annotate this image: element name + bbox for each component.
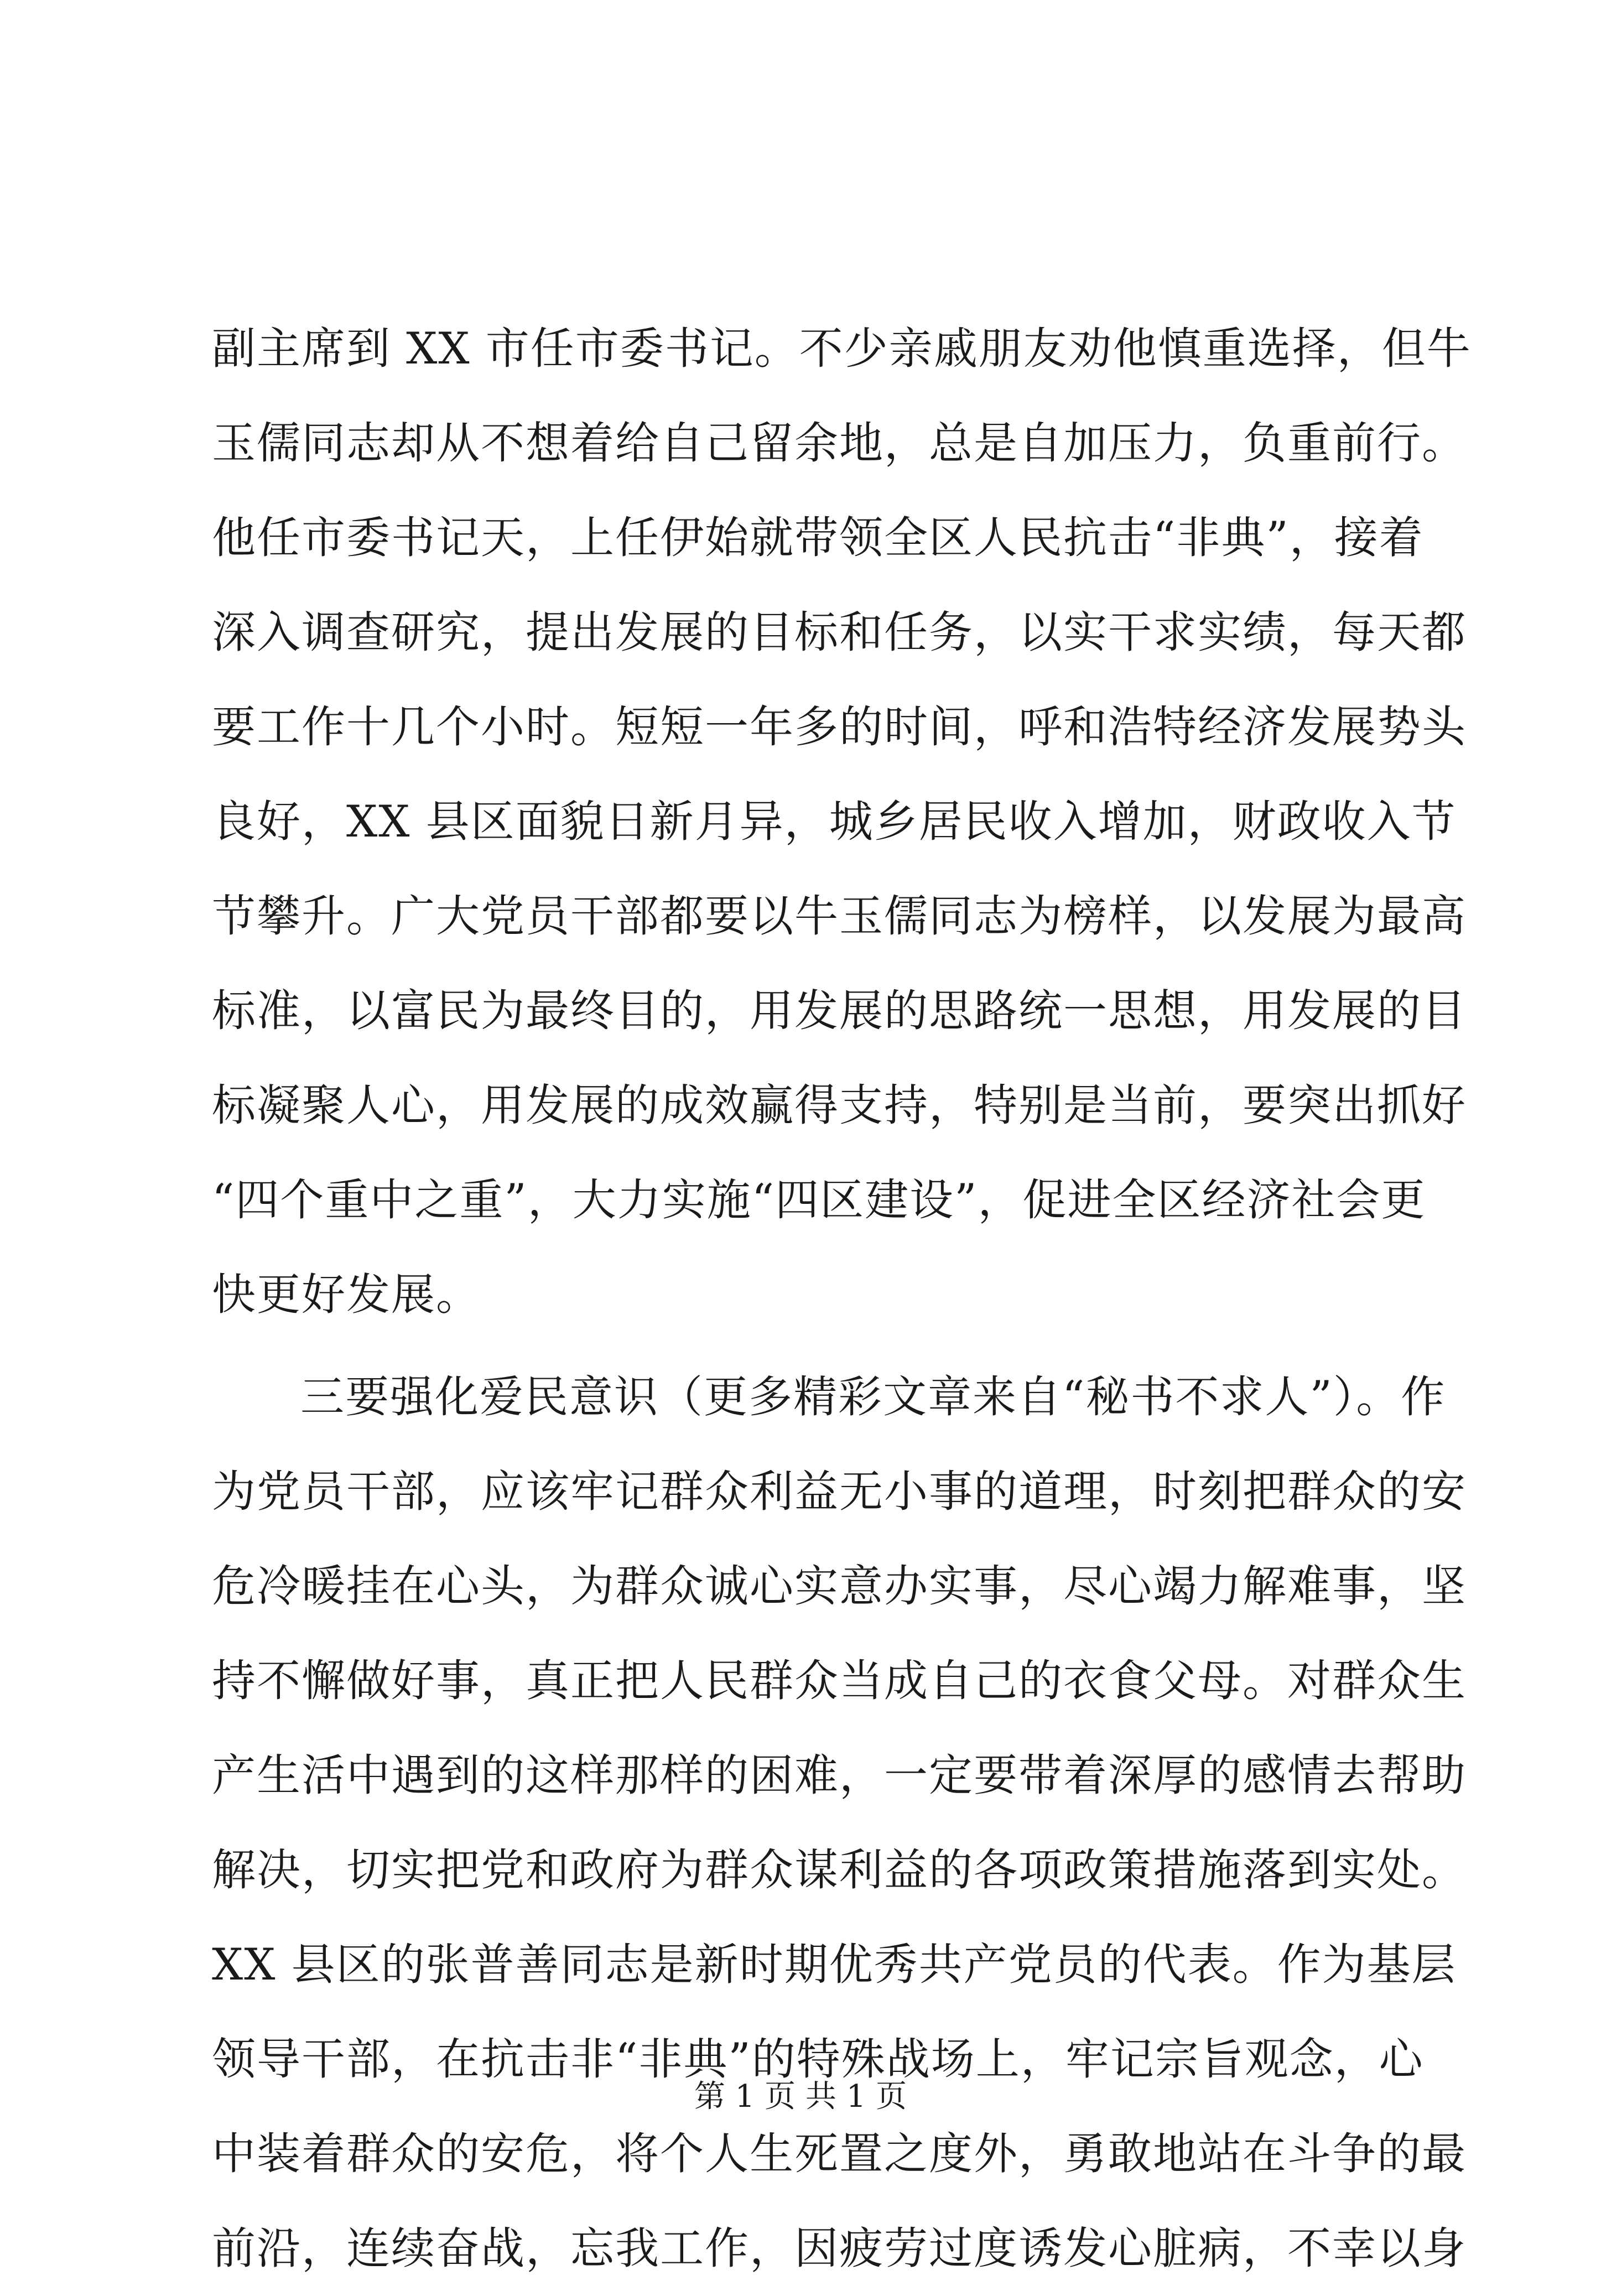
text-line: 持不懈做好事，真正把人民群众当成自己的衣食父母。对群众生 xyxy=(212,1655,1467,1706)
paragraph-spacer xyxy=(212,1342,1407,1350)
text-line: 快更好发展。 xyxy=(212,1269,481,1320)
text-line: 标凝聚人心，用发展的成效赢得支持，特别是当前，要突出抓好 xyxy=(212,1080,1467,1131)
text-line: 前沿，连续奋战，忘我工作，因疲劳过度诱发心脏病，不幸以身 xyxy=(212,2223,1467,2274)
text-line: 危冷暖挂在心头，为群众诚心实意办实事，尽心竭力解难事，坚 xyxy=(212,1561,1467,1612)
text-line: 要工作十几个小时。短短一年多的时间，呼和浩特经济发展势头 xyxy=(212,702,1467,752)
text-line: 中装着群众的安危，将个人生死置之度外，勇敢地站在斗争的最 xyxy=(212,2128,1467,2179)
text-line: 副主席到 XX 市任市委书记。不少亲戚朋友劝他慎重选择，但牛 xyxy=(212,323,1472,374)
paragraph-2 xyxy=(212,1350,1467,2296)
text-line: 三要强化爱民意识（更多精彩文章来自“秘书不求人”）。作 xyxy=(300,1372,1446,1422)
text-line: 他任市委书记天，上任伊始就带领全区人民抗击“非典”，接着 xyxy=(212,512,1424,563)
text-line: “四个重中之重”，大力实施“四区建设”，促进全区经济社会更 xyxy=(212,1175,1426,1225)
text-line: 解决，切实把党和政府为群众谋利益的各项政策措施落到实处。 xyxy=(212,1845,1467,1895)
page-footer xyxy=(0,2072,1601,2116)
document-body xyxy=(212,302,1472,2296)
text-line: 标准，以富民为最终目的，用发展的思路统一思想，用发展的目 xyxy=(212,985,1467,1036)
text-line: XX 县区的张普善同志是新时期优秀共产党员的代表。作为基层 xyxy=(212,1939,1457,1990)
text-line: 深入调查研究，提出发展的目标和任务，以实干求实绩，每天都 xyxy=(212,607,1467,658)
text-line: 玉儒同志却从不想着给自己留余地，总是自加压力，负重前行。 xyxy=(212,418,1467,469)
text-line: 产生活中遇到的这样那样的困难，一定要带着深厚的感情去帮助 xyxy=(212,1750,1467,1801)
text-line: 领导干部，在抗击非“非典”的特殊战场上，牢记宗旨观念，心 xyxy=(212,2034,1424,2085)
text-line: 节攀升。广大党员干部都要以牛玉儒同志为榜样，以发展为最高 xyxy=(212,891,1467,942)
text-line: 为党员干部，应该牢记群众利益无小事的道理，时刻把群众的安 xyxy=(212,1466,1467,1517)
text-line: 良好，XX 县区面貌日新月异，城乡居民收入增加，财政收入节 xyxy=(212,796,1457,847)
page-number-label: 第 1 页 共 1 页 xyxy=(694,2079,907,2115)
paragraph-1 xyxy=(212,302,1472,1342)
